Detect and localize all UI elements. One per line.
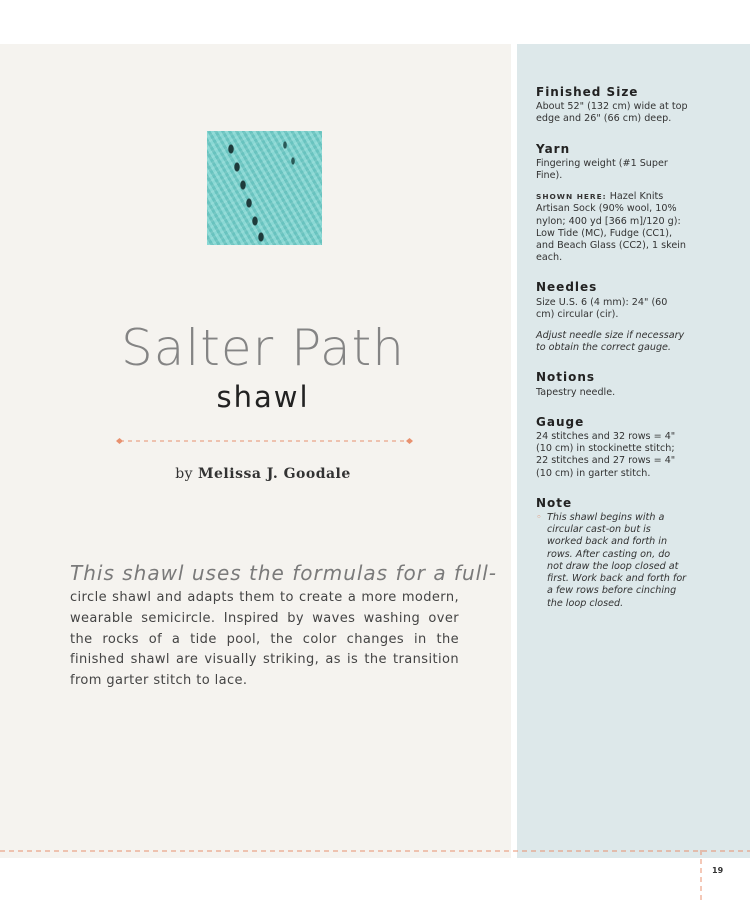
shown-here-text: Hazel Knits Artisan Sock (90% wool, 10% nylon; 400 yd [366 m]/120 g): Low Tide (MC), Fudge (CC1), and Beach Glass (CC2), 1 skein each. bbox=[536, 191, 686, 264]
spec-yarn bbox=[536, 143, 688, 265]
intro-body: circle shawl and adapts them to create a more modern, wearable semicircle. Inspired by waves washing over the rocks of a tide pool, the color changes in the finished shawl are visually striking, as is the transition from garter stitch to lace. bbox=[70, 590, 459, 689]
intro-lead: This shawl uses the formulas for a full- bbox=[70, 561, 497, 585]
byline bbox=[0, 466, 526, 482]
spec-heading: Yarn bbox=[536, 141, 571, 156]
spec-needles bbox=[536, 281, 688, 354]
note-list bbox=[536, 512, 688, 610]
spec-heading: Notions bbox=[536, 370, 596, 385]
pattern-specs bbox=[536, 86, 688, 627]
divider-diamond-left bbox=[116, 438, 123, 444]
spec-text: Size U.S. 6 (4 mm): 24" (60 cm) circular (cir). bbox=[536, 296, 668, 320]
byline-prefix: by bbox=[175, 466, 194, 482]
spec-heading: Finished Size bbox=[536, 85, 639, 99]
spec-heading: Note bbox=[536, 495, 573, 510]
shown-here-label: SHOWN HERE: bbox=[536, 192, 607, 202]
pattern-title: Salter Path bbox=[121, 319, 405, 377]
pattern-subtitle: shawl bbox=[216, 380, 310, 414]
spec-text: 24 stitches and 32 rows = 4" (10 cm) in stockinette stitch; 22 stitches and 27 rows = 4" (10 cm) in garter stitch. bbox=[536, 431, 676, 479]
author-name: Melissa J. Goodale bbox=[198, 466, 351, 482]
spec-text: About 52" (132 cm) wide at top edge and 26" (66 cm) deep. bbox=[536, 101, 688, 125]
spec-heading: Gauge bbox=[536, 414, 585, 429]
note-item: ◦ This shawl begins with a circular cast-on but is worked back and forth in rows. After casting on, do not draw the loop closed at first. Work back and forth for a few rows before cinching the loop closed. bbox=[536, 512, 688, 610]
knitted-lace-swatch-icon bbox=[207, 131, 322, 245]
spec-notions bbox=[536, 371, 688, 398]
spec-gauge bbox=[536, 416, 688, 480]
spec-finished-size bbox=[536, 86, 688, 126]
spec-note bbox=[536, 497, 688, 610]
spec-heading: Needles bbox=[536, 280, 598, 295]
footer-rule bbox=[0, 850, 750, 852]
footer-vertical-rule bbox=[700, 850, 702, 904]
spec-text: Fingering weight (#1 Super Fine). bbox=[536, 157, 668, 182]
divider-diamond-right bbox=[406, 438, 413, 444]
decorative-divider bbox=[116, 437, 413, 445]
spec-shown-here bbox=[536, 191, 688, 264]
spec-text: Tapestry needle. bbox=[536, 386, 616, 398]
intro-paragraph bbox=[70, 558, 497, 692]
page-number: 19 bbox=[712, 866, 724, 875]
spec-note: Adjust needle size if necessary to obtain the correct gauge. bbox=[536, 330, 685, 354]
